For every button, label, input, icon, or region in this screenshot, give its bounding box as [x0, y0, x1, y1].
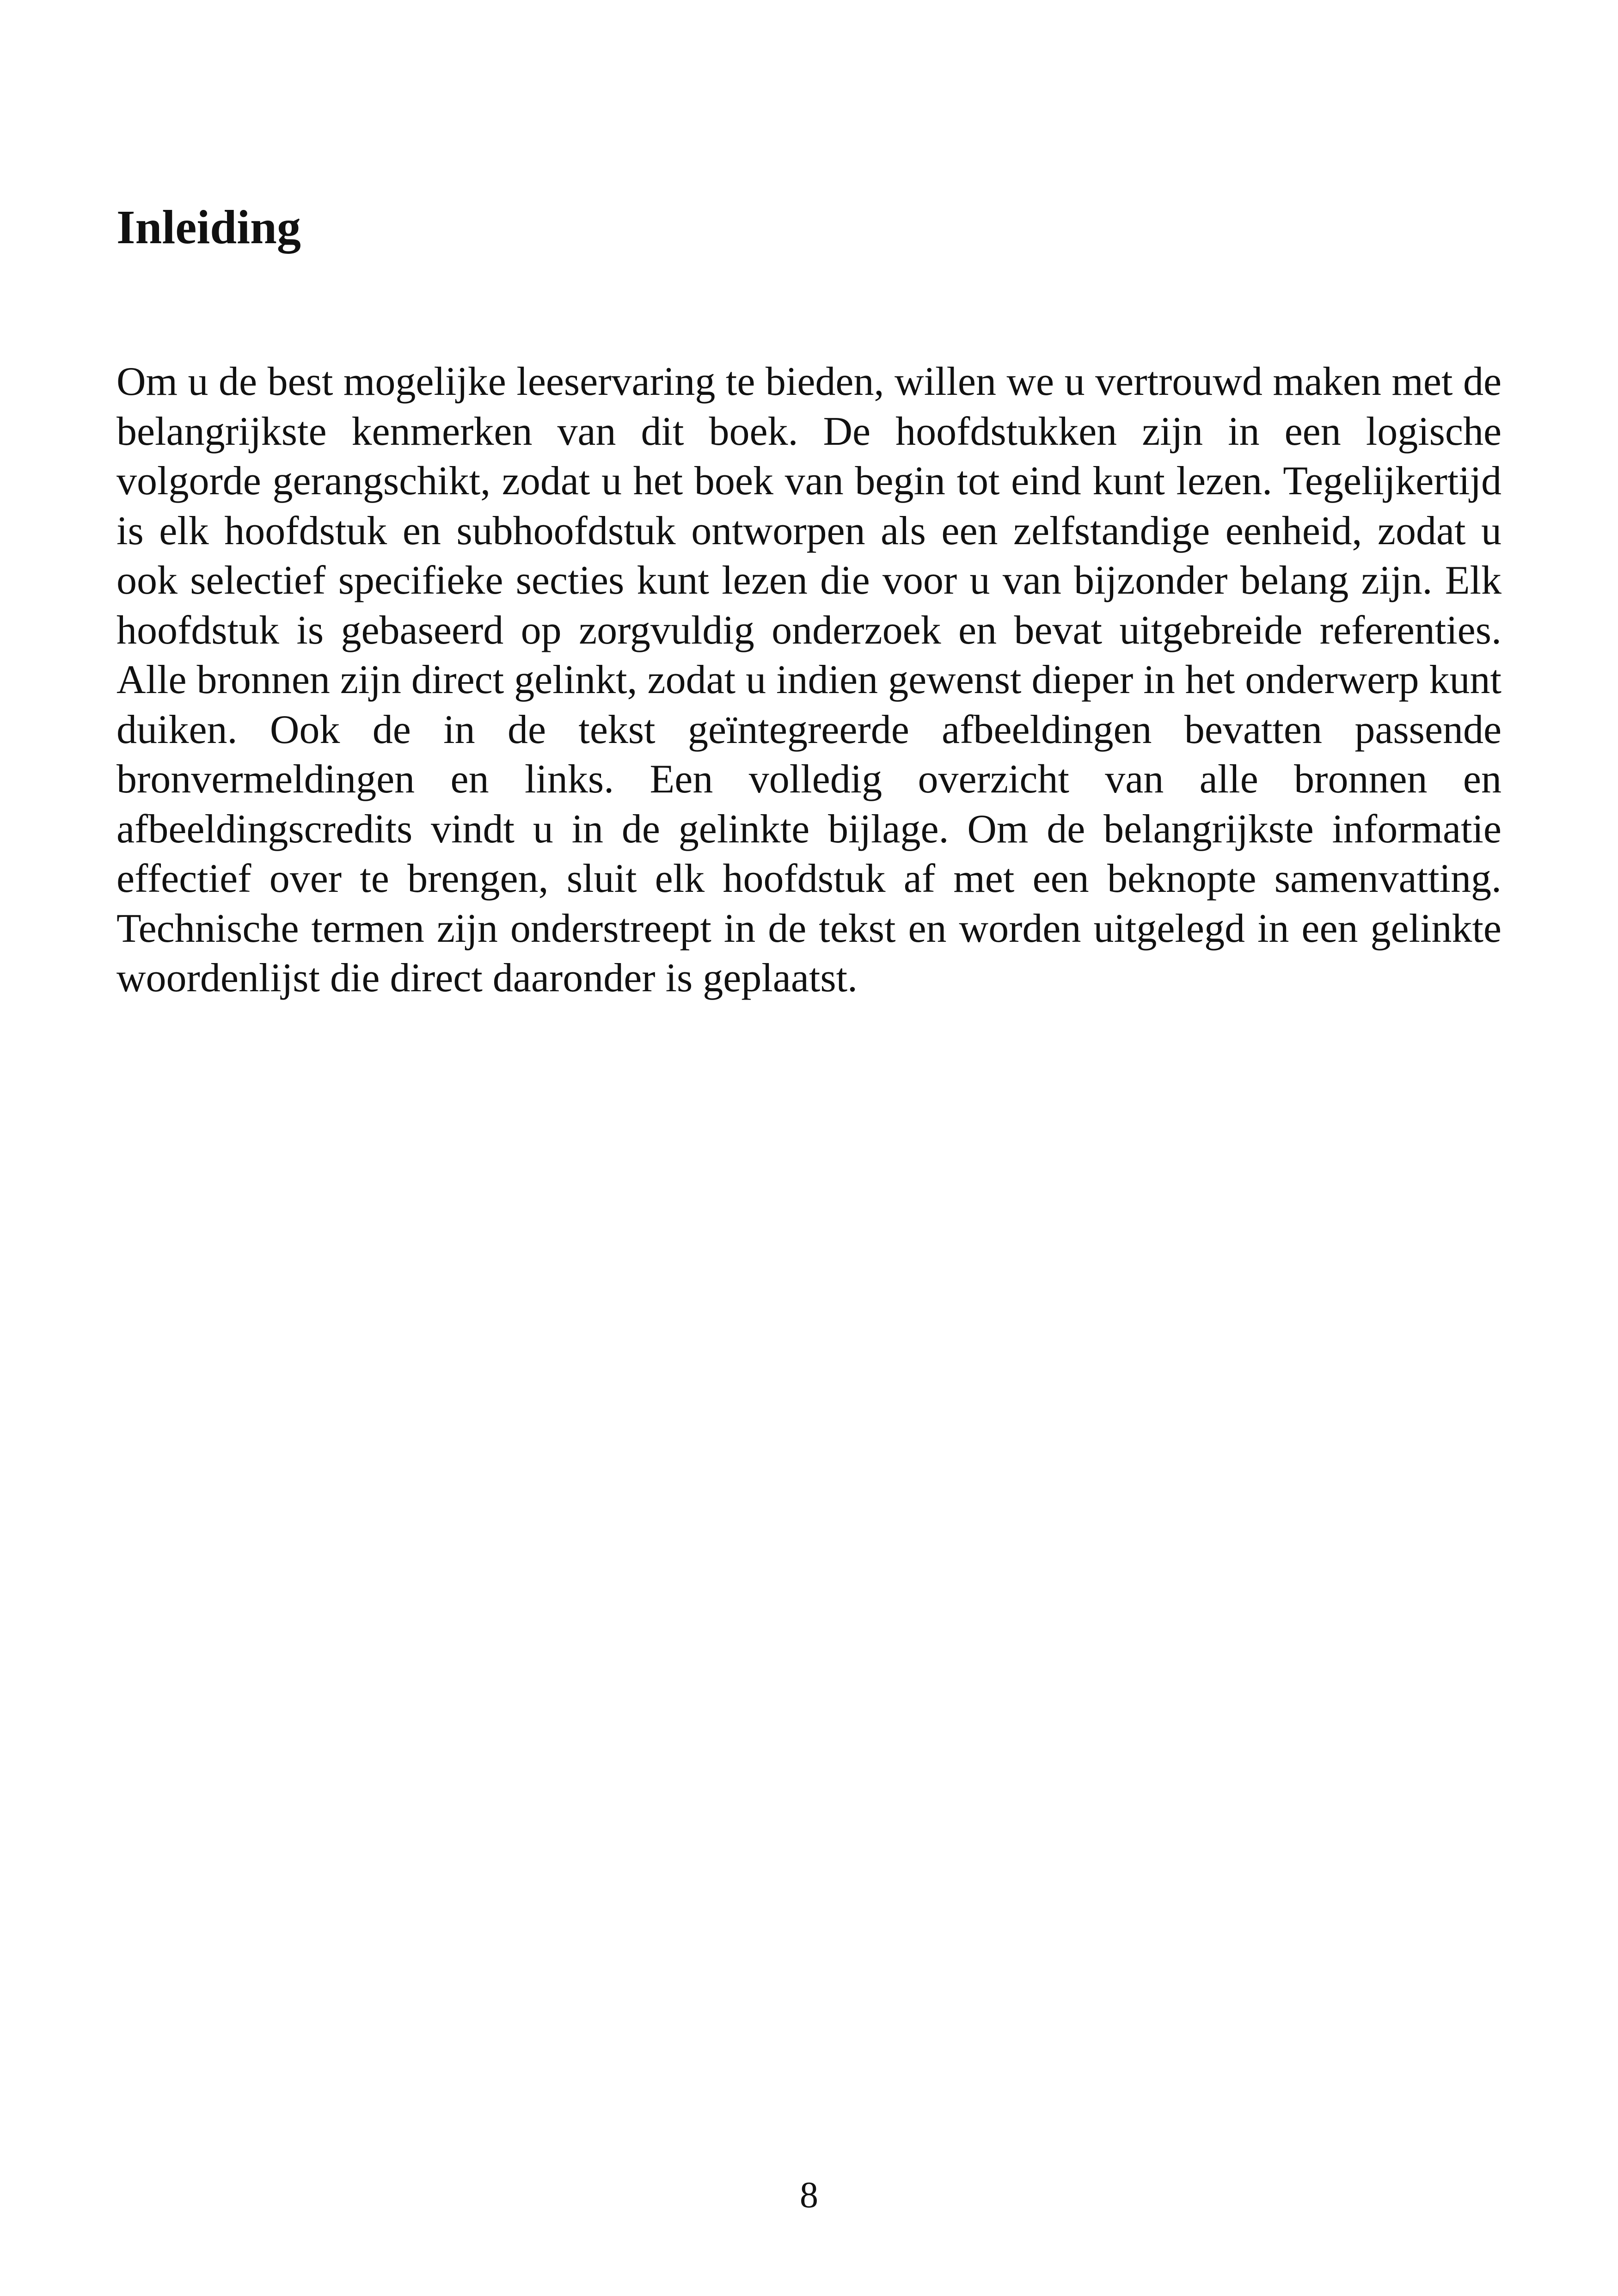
chapter-title: Inleiding	[116, 201, 301, 254]
intro-paragraph: Om u de best mogelijke leeservaring te bieden, willen we u vertrouwd maken met de belangrijkste kenmerken van dit boek. De hoofdstukken zijn in een logische volgorde gerangschikt, zodat u het boek van begin tot eind kunt lezen. Tegelijkertijd is elk hoofdstuk en subhoofdstuk ontworpen als een zelfstandige eenheid, zodat u ook selectief specifieke secties kunt lezen die voor u van bijzonder belang zijn. Elk hoofdstuk is gebaseerd op zorgvuldig onderzoek en bevat uitgebreide referenties. Alle bronnen zijn direct gelinkt, zodat u indien gewenst dieper in het onderwerp kunt duiken. Ook de in de tekst geïntegreerde afbeeldingen bevatten passende bronvermeldingen en links. Een volledig overzicht van alle bronnen en afbeeldingscredits vindt u in de gelinkte bijlage. Om de belangrijkste informatie effectief over te brengen, sluit elk hoofdstuk af met een beknopte samenvatting. Technische termen zijn onderstreept in de tekst en worden uitgelegd in een gelinkte woordenlijst die direct daaronder is geplaatst.	[116, 359, 1502, 1001]
page-number: 8	[800, 2175, 818, 2216]
